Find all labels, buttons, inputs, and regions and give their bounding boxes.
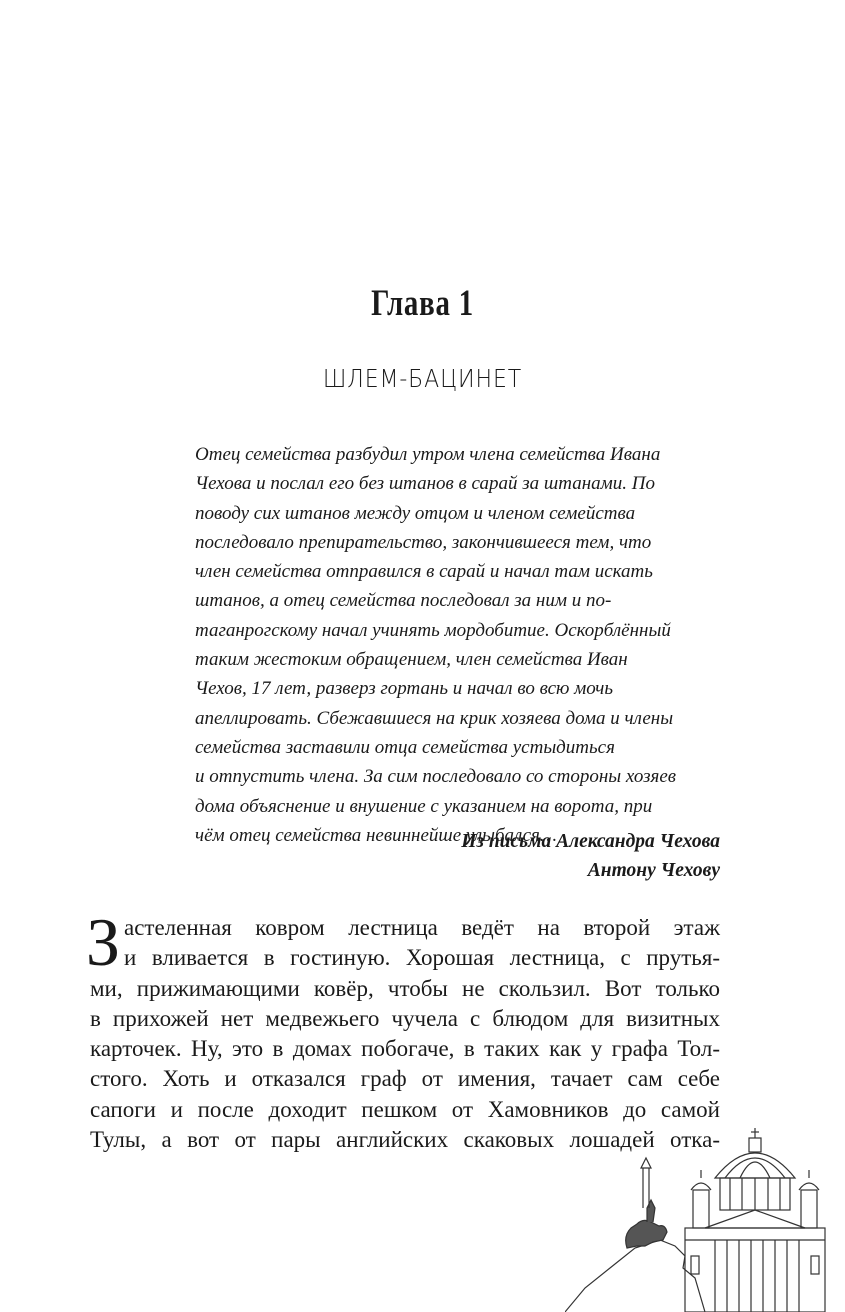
body-text bbox=[90, 913, 720, 1155]
epigraph-line: дома объяснение и внушение с указанием на ворота, при bbox=[195, 795, 653, 817]
epigraph-line: член семейства отправился в сарай и начал там искать bbox=[195, 561, 653, 583]
epigraph-line: таганрогскому начал учинять мордобитие. Оскорблённый bbox=[195, 619, 671, 641]
epigraph-line: Чехова и послал его без штанов в сарай за штанами. По bbox=[195, 473, 655, 495]
epigraph-line: поводу сих штанов между отцом и членом семейства bbox=[195, 502, 636, 524]
epigraph bbox=[195, 440, 725, 850]
epigraph-line: Чехов, 17 лет, разверз гортань и начал во всю мочь bbox=[195, 678, 613, 700]
body-line: Тулы, а вот от пары английских скаковых лошадей отка- bbox=[90, 1127, 720, 1153]
epigraph-line: апеллировать. Сбежавшиеся на крик хозяева дома и члены bbox=[195, 707, 674, 729]
body-line: в прихожей нет медвежьего чучела с блюдом для визитных bbox=[90, 1005, 720, 1031]
epigraph-line: таким жестоким обращением, член семейства Иван bbox=[195, 649, 628, 671]
body-line: ми, прижимающими ковёр, чтобы не скользил. Вот только bbox=[90, 975, 720, 1001]
epigraph-line: Отец семейства разбудил утром члена семейства Ивана bbox=[195, 444, 661, 465]
epigraph-line: и отпустить члена. За сим последовало со стороны хозяев bbox=[195, 766, 677, 788]
epigraph-line: семейства заставили отца семейства устыдиться bbox=[195, 736, 615, 758]
chapter-title: Глава 1 bbox=[371, 283, 474, 324]
body-line: карточек. Ну, это в домах побогаче, в таких как у графа Тол- bbox=[90, 1036, 720, 1062]
cathedral-illustration bbox=[565, 1128, 835, 1312]
attribution-source: Из письма Александра Чехова bbox=[461, 831, 720, 852]
body-line: сапоги и после доходит пешком от Хамовников до самой bbox=[90, 1096, 720, 1122]
chapter-subtitle: ШЛЕМ-БАЦИНЕТ bbox=[322, 364, 523, 393]
attribution-recipient: Антону Чехову bbox=[587, 860, 720, 881]
epigraph-attribution bbox=[195, 827, 720, 885]
body-line: стого. Хоть и отказался граф от имения, тачает сам себе bbox=[90, 1066, 720, 1092]
epigraph-line: последовало препирательство, закончившееся тем, что bbox=[195, 531, 652, 553]
body-line: и вливается в гостиную. Хорошая лестница, с прутья- bbox=[124, 945, 720, 971]
epigraph-line: штанов, а отец семейства последовал за ним и по- bbox=[195, 590, 612, 612]
epigraph-line: чём отец семейства невиннейше улыбался… bbox=[195, 824, 557, 846]
drop-cap: З bbox=[86, 904, 121, 980]
body-line: астеленная ковром лестница ведёт на второй этаж bbox=[124, 915, 720, 940]
